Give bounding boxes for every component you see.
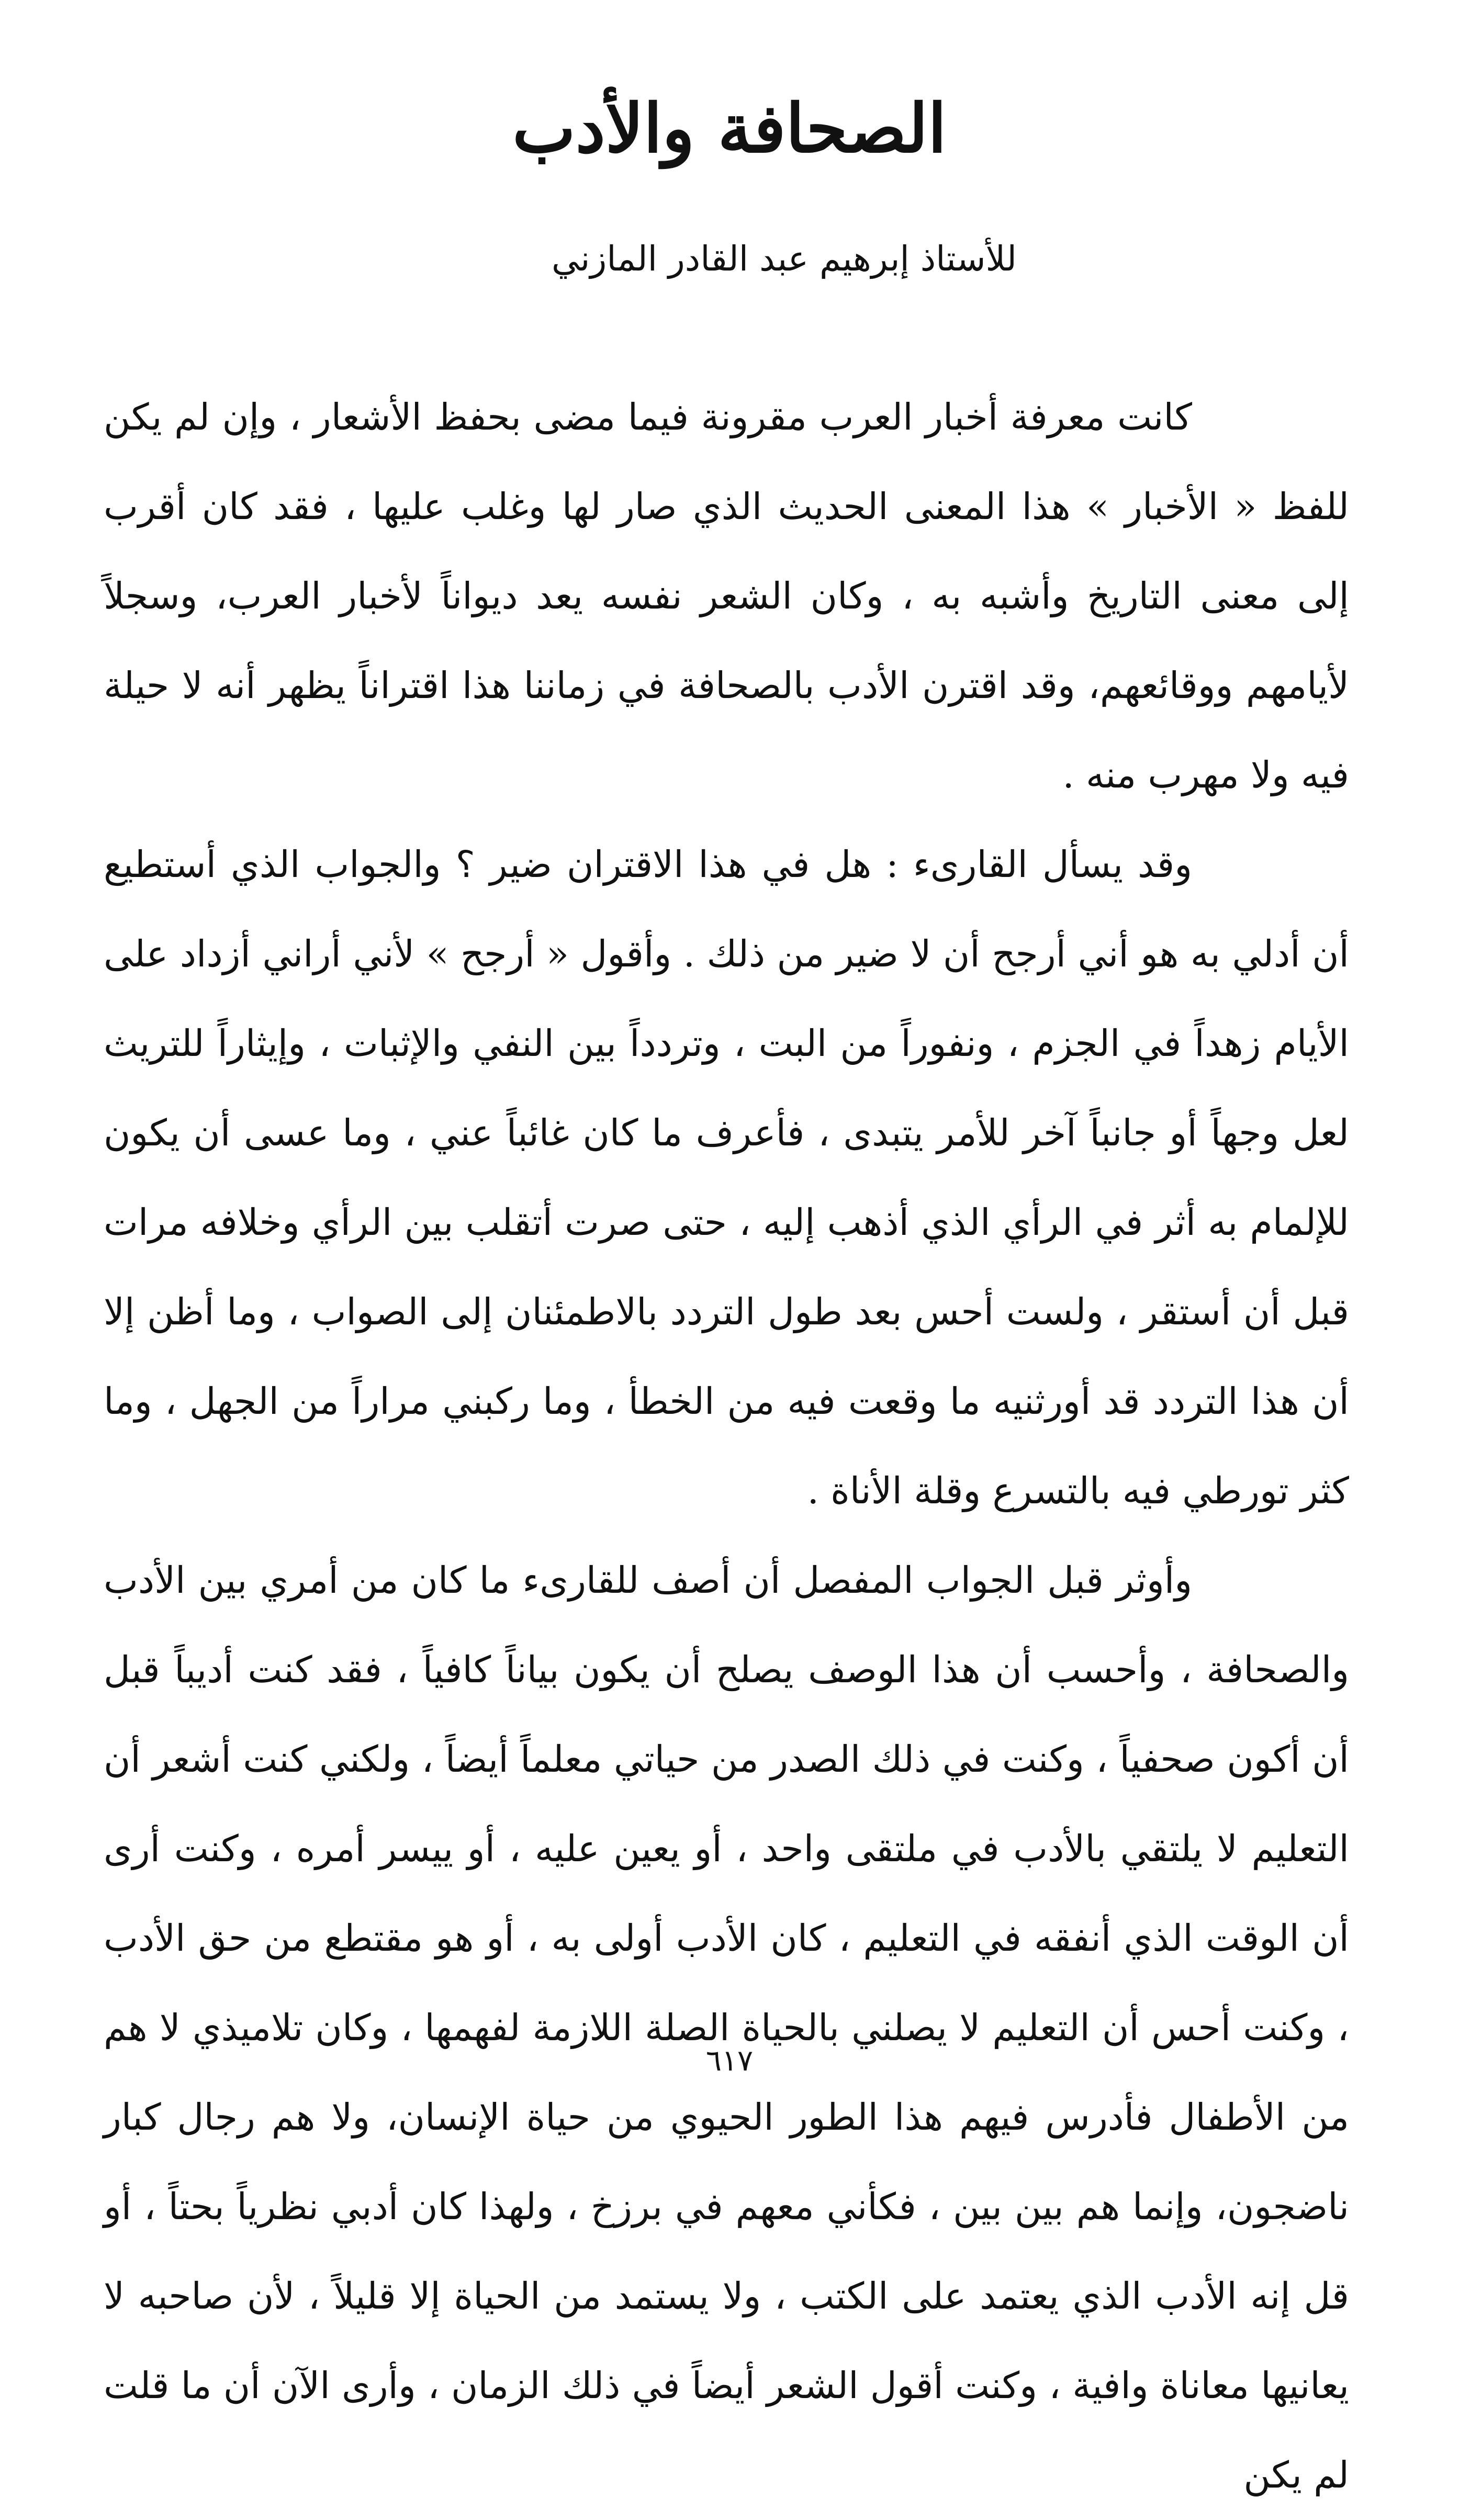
paragraph: وأوثر قبل الجواب المفصل أن أصف للقارىء ما كان من أمري بين الأدب والصحافة ، وأحسب أن هذا الوصف يصلح أن يكون بياناً كافياً ، فقد كنت أديباً قبل أن أكون صحفياً ، وكنت في ذلك الصدر من حياتي معلماً أيضاً ، ولكني كنت أشعر أن التعليم لا يلتقي بالأدب في ملتقى واحد ، أو يعين عليه ، أو ييسر أمره ، وكنت أرى أن الوقت الذي أنفقه في التعليم ، كان الأدب أولى به ، أو هو مقتطع من حق الأدب ، وكنت أحس أن التعليم لا يصلني بالحياة الصلة اللازمة لفهمها ، وكان تلاميذي لا هم من الأطفال فأدرس فيهم هذا الطور الحيوي من حياة الإنسان، ولا هم رجال كبار ناضجون، وإنما هم بين بين ، فكأني معهم في برزخ ، ولهذا كان أدبي نظرياً بحتاً ، أو قل إنه الأدب الذي يعتمد على الكتب ، ولا يستمد من الحياة إلا قليلاً ، لأن صاحبه لا يعانيها معاناة وافية ، وكنت أقول الشعر أيضاً في ذلك الزمان ، وأرى الآن أن ما قلت لم يكن bbox=[104, 1559, 1349, 2496]
author-line: للأستاذ إبرهيم عبد القادر المازني bbox=[551, 239, 1017, 279]
paragraph: كانت معرفة أخبار العرب مقرونة فيما مضى بحفظ الأشعار ، وإن لم يكن للفظ « الأخبار » هذا المعنى الحديث الذي صار لها وغلب عليها ، فقد كان أقرب إلى معنى التاريخ وأشبه به ، وكان الشعر نفسه يعد ديواناً لأخبار العرب، وسجلاً لأيامهم ووقائعهم، وقد اقترن الأدب بالصحافة في زماننا هذا اقتراناً يظهر أنه لا حيلة فيه ولا مهرب منه . bbox=[104, 396, 1349, 796]
paragraph: وقد يسأل القارىء : هل في هذا الاقتران ضير ؟ والجواب الذي أستطيع أن أدلي به هو أني أرجح أن لا ضير من ذلك . وأقول « أرجح » لأني أراني أزداد على الأيام زهداً في الجزم ، ونفوراً من البت ، وتردداً بين النفي والإثبات ، وإيثاراً للتريث لعل وجهاً أو جانباً آخر للأمر يتبدى ، فأعرف ما كان غائباً عني ، وما عسى أن يكون للإلمام به أثر في الرأي الذي أذهب إليه ، حتى صرت أتقلب بين الرأي وخلافه مرات قبل أن أستقر ، ولست أحس بعد طول التردد بالاطمئنان إلى الصواب ، وما أظن إلا أن هذا التردد قد أورثنيه ما وقعت فيه من الخطأ ، وما ركبني مراراً من الجهل ، وما كثر تورطي فيه بالتسرع وقلة الأناة . bbox=[104, 843, 1349, 1512]
page-number: ٦١٧ bbox=[705, 2044, 754, 2078]
article-body bbox=[104, 373, 1349, 2520]
article-title: الصحافة والأدب bbox=[512, 89, 947, 168]
